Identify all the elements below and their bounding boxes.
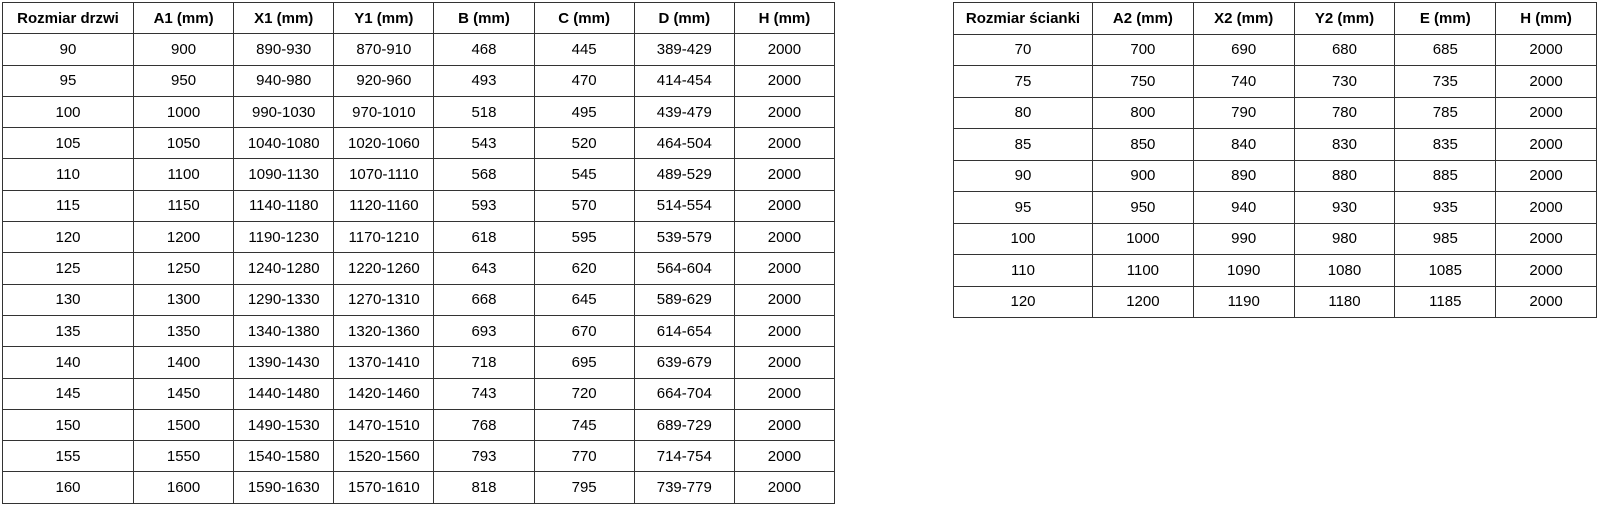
- table-cell: 750: [1093, 66, 1194, 98]
- table-cell: 2000: [734, 315, 834, 346]
- table-cell: 1100: [134, 159, 234, 190]
- table-cell: 620: [534, 253, 634, 284]
- table-cell: 1070-1110: [334, 159, 434, 190]
- table-row: [3, 34, 835, 65]
- table-cell: 1190-1230: [234, 222, 334, 253]
- table-cell: 1420-1460: [334, 378, 434, 409]
- table-row: [3, 378, 835, 409]
- table-cell: 1490-1530: [234, 409, 334, 440]
- table-cell: 950: [1093, 192, 1194, 224]
- column-header: X1 (mm): [234, 3, 334, 34]
- table-cell: 75: [954, 66, 1093, 98]
- table-cell: 1120-1160: [334, 190, 434, 221]
- table-cell: 1100: [1093, 255, 1194, 287]
- table-cell: 1220-1260: [334, 253, 434, 284]
- table-cell: 1000: [134, 96, 234, 127]
- table-cell: 1150: [134, 190, 234, 221]
- table-cell: 1240-1280: [234, 253, 334, 284]
- table-cell: 100: [3, 96, 134, 127]
- table-row: [3, 284, 835, 315]
- table-cell: 595: [534, 222, 634, 253]
- table-cell: 714-754: [634, 441, 734, 472]
- table-cell: 1085: [1395, 255, 1496, 287]
- table-cell: 1090: [1193, 255, 1294, 287]
- wall-dimensions-table: [953, 2, 1597, 318]
- table-cell: 80: [954, 97, 1093, 129]
- table-cell: 2000: [734, 190, 834, 221]
- column-header: H (mm): [1496, 3, 1597, 35]
- table-cell: 2000: [734, 253, 834, 284]
- table-cell: 1090-1130: [234, 159, 334, 190]
- table-cell: 468: [434, 34, 534, 65]
- table-cell: 570: [534, 190, 634, 221]
- table-cell: 1590-1630: [234, 472, 334, 503]
- column-header: A1 (mm): [134, 3, 234, 34]
- table-cell: 105: [3, 128, 134, 159]
- table-cell: 1000: [1093, 223, 1194, 255]
- table-cell: 2000: [1496, 129, 1597, 161]
- table-cell: 155: [3, 441, 134, 472]
- table-cell: 1340-1380: [234, 315, 334, 346]
- table-cell: 885: [1395, 160, 1496, 192]
- table-cell: 1140-1180: [234, 190, 334, 221]
- table-cell: 743: [434, 378, 534, 409]
- table-cell: 2000: [734, 159, 834, 190]
- table-cell: 545: [534, 159, 634, 190]
- table-cell: 1180: [1294, 286, 1395, 318]
- table-cell: 2000: [734, 65, 834, 96]
- table-cell: 1400: [134, 347, 234, 378]
- table-row: [954, 223, 1597, 255]
- table-cell: 1050: [134, 128, 234, 159]
- table-cell: 110: [3, 159, 134, 190]
- table-cell: 520: [534, 128, 634, 159]
- table-row: [954, 286, 1597, 318]
- table-cell: 2000: [734, 96, 834, 127]
- table-cell: 514-554: [634, 190, 734, 221]
- table-cell: 589-629: [634, 284, 734, 315]
- table-cell: 125: [3, 253, 134, 284]
- table-cell: 680: [1294, 34, 1395, 66]
- table-cell: 120: [3, 222, 134, 253]
- table-row: [3, 128, 835, 159]
- table-cell: 593: [434, 190, 534, 221]
- table-cell: 1170-1210: [334, 222, 434, 253]
- table-cell: 2000: [734, 222, 834, 253]
- table-cell: 770: [534, 441, 634, 472]
- table-cell: 768: [434, 409, 534, 440]
- table-row: [3, 159, 835, 190]
- table-cell: 900: [134, 34, 234, 65]
- table-cell: 464-504: [634, 128, 734, 159]
- table-cell: 643: [434, 253, 534, 284]
- table-cell: 1350: [134, 315, 234, 346]
- table-cell: 2000: [1496, 255, 1597, 287]
- table-cell: 614-654: [634, 315, 734, 346]
- table-cell: 1185: [1395, 286, 1496, 318]
- table-cell: 2000: [734, 34, 834, 65]
- table-cell: 1520-1560: [334, 441, 434, 472]
- table-row: [3, 315, 835, 346]
- table-cell: 2000: [734, 441, 834, 472]
- table-cell: 785: [1395, 97, 1496, 129]
- table-cell: 693: [434, 315, 534, 346]
- table-cell: 100: [954, 223, 1093, 255]
- table-cell: 990: [1193, 223, 1294, 255]
- table-cell: 618: [434, 222, 534, 253]
- table-row: [954, 160, 1597, 192]
- table-cell: 1320-1360: [334, 315, 434, 346]
- table-cell: 1200: [1093, 286, 1194, 318]
- table-cell: 950: [134, 65, 234, 96]
- table-cell: 1500: [134, 409, 234, 440]
- table-cell: 2000: [1496, 97, 1597, 129]
- table-cell: 445: [534, 34, 634, 65]
- table-cell: 900: [1093, 160, 1194, 192]
- table-cell: 718: [434, 347, 534, 378]
- door-table-header-row: [3, 3, 835, 34]
- table-row: [3, 347, 835, 378]
- table-cell: 439-479: [634, 96, 734, 127]
- table-cell: 135: [3, 315, 134, 346]
- table-cell: 2000: [734, 472, 834, 503]
- table-cell: 85: [954, 129, 1093, 161]
- table-cell: 1390-1430: [234, 347, 334, 378]
- table-cell: 1200: [134, 222, 234, 253]
- table-cell: 470: [534, 65, 634, 96]
- table-cell: 940-980: [234, 65, 334, 96]
- table-cell: 1300: [134, 284, 234, 315]
- table-cell: 890: [1193, 160, 1294, 192]
- table-cell: 2000: [734, 284, 834, 315]
- table-cell: 970-1010: [334, 96, 434, 127]
- door-dimensions-table: [2, 2, 835, 504]
- table-cell: 1450: [134, 378, 234, 409]
- table-cell: 840: [1193, 129, 1294, 161]
- table-row: [3, 441, 835, 472]
- table-cell: 890-930: [234, 34, 334, 65]
- table-cell: 1080: [1294, 255, 1395, 287]
- table-cell: 700: [1093, 34, 1194, 66]
- table-cell: 645: [534, 284, 634, 315]
- table-cell: 568: [434, 159, 534, 190]
- table-cell: 790: [1193, 97, 1294, 129]
- table-cell: 690: [1193, 34, 1294, 66]
- table-cell: 1440-1480: [234, 378, 334, 409]
- table-row: [954, 255, 1597, 287]
- table-cell: 1570-1610: [334, 472, 434, 503]
- column-header: B (mm): [434, 3, 534, 34]
- column-header: A2 (mm): [1093, 3, 1194, 35]
- table-row: [3, 472, 835, 503]
- column-header: C (mm): [534, 3, 634, 34]
- table-cell: 880: [1294, 160, 1395, 192]
- table-cell: 2000: [1496, 66, 1597, 98]
- table-cell: 145: [3, 378, 134, 409]
- table-cell: 818: [434, 472, 534, 503]
- table-cell: 1290-1330: [234, 284, 334, 315]
- table-row: [3, 190, 835, 221]
- table-cell: 2000: [734, 347, 834, 378]
- table-cell: 940: [1193, 192, 1294, 224]
- table-cell: 1540-1580: [234, 441, 334, 472]
- table-cell: 95: [3, 65, 134, 96]
- table-row: [954, 66, 1597, 98]
- table-cell: 795: [534, 472, 634, 503]
- table-cell: 870-910: [334, 34, 434, 65]
- table-row: [954, 129, 1597, 161]
- table-cell: 739-779: [634, 472, 734, 503]
- table-cell: 489-529: [634, 159, 734, 190]
- table-cell: 1270-1310: [334, 284, 434, 315]
- table-cell: 720: [534, 378, 634, 409]
- table-cell: 160: [3, 472, 134, 503]
- table-cell: 800: [1093, 97, 1194, 129]
- table-cell: 150: [3, 409, 134, 440]
- table-cell: 685: [1395, 34, 1496, 66]
- column-header: Rozmiar drzwi: [3, 3, 134, 34]
- table-row: [3, 96, 835, 127]
- table-cell: 495: [534, 96, 634, 127]
- table-cell: 1250: [134, 253, 234, 284]
- table-cell: 730: [1294, 66, 1395, 98]
- table-cell: 2000: [734, 128, 834, 159]
- table-cell: 1370-1410: [334, 347, 434, 378]
- table-cell: 90: [3, 34, 134, 65]
- table-cell: 920-960: [334, 65, 434, 96]
- table-cell: 1600: [134, 472, 234, 503]
- table-cell: 2000: [1496, 160, 1597, 192]
- column-header: E (mm): [1395, 3, 1496, 35]
- table-cell: 990-1030: [234, 96, 334, 127]
- table-cell: 980: [1294, 223, 1395, 255]
- table-cell: 389-429: [634, 34, 734, 65]
- table-cell: 735: [1395, 66, 1496, 98]
- table-cell: 850: [1093, 129, 1194, 161]
- table-cell: 115: [3, 190, 134, 221]
- table-cell: 130: [3, 284, 134, 315]
- table-cell: 70: [954, 34, 1093, 66]
- table-cell: 493: [434, 65, 534, 96]
- table-row: [3, 409, 835, 440]
- table-cell: 1550: [134, 441, 234, 472]
- table-cell: 1020-1060: [334, 128, 434, 159]
- table-row: [3, 222, 835, 253]
- table-cell: 985: [1395, 223, 1496, 255]
- table-row: [3, 253, 835, 284]
- column-header: X2 (mm): [1193, 3, 1294, 35]
- table-cell: 564-604: [634, 253, 734, 284]
- table-cell: 740: [1193, 66, 1294, 98]
- table-cell: 1040-1080: [234, 128, 334, 159]
- table-cell: 539-579: [634, 222, 734, 253]
- table-cell: 689-729: [634, 409, 734, 440]
- table-cell: 2000: [1496, 34, 1597, 66]
- table-cell: 668: [434, 284, 534, 315]
- table-cell: 930: [1294, 192, 1395, 224]
- table-cell: 414-454: [634, 65, 734, 96]
- table-cell: 830: [1294, 129, 1395, 161]
- table-row: [3, 65, 835, 96]
- table-cell: 793: [434, 441, 534, 472]
- table-cell: 935: [1395, 192, 1496, 224]
- column-header: D (mm): [634, 3, 734, 34]
- table-cell: 664-704: [634, 378, 734, 409]
- table-cell: 2000: [1496, 192, 1597, 224]
- table-cell: 670: [534, 315, 634, 346]
- table-cell: 2000: [734, 378, 834, 409]
- table-cell: 1470-1510: [334, 409, 434, 440]
- table-cell: 2000: [1496, 223, 1597, 255]
- table-row: [954, 192, 1597, 224]
- column-header: H (mm): [734, 3, 834, 34]
- column-header: Y2 (mm): [1294, 3, 1395, 35]
- table-cell: 518: [434, 96, 534, 127]
- table-cell: 543: [434, 128, 534, 159]
- table-cell: 695: [534, 347, 634, 378]
- table-cell: 140: [3, 347, 134, 378]
- table-cell: 95: [954, 192, 1093, 224]
- table-row: [954, 34, 1597, 66]
- column-header: Y1 (mm): [334, 3, 434, 34]
- table-row: [954, 97, 1597, 129]
- wall-table-header-row: [954, 3, 1597, 35]
- table-cell: 780: [1294, 97, 1395, 129]
- table-cell: 2000: [1496, 286, 1597, 318]
- table-cell: 110: [954, 255, 1093, 287]
- table-cell: 639-679: [634, 347, 734, 378]
- table-cell: 835: [1395, 129, 1496, 161]
- column-header: Rozmiar ścianki: [954, 3, 1093, 35]
- table-cell: 90: [954, 160, 1093, 192]
- table-cell: 120: [954, 286, 1093, 318]
- table-cell: 2000: [734, 409, 834, 440]
- table-cell: 1190: [1193, 286, 1294, 318]
- table-cell: 745: [534, 409, 634, 440]
